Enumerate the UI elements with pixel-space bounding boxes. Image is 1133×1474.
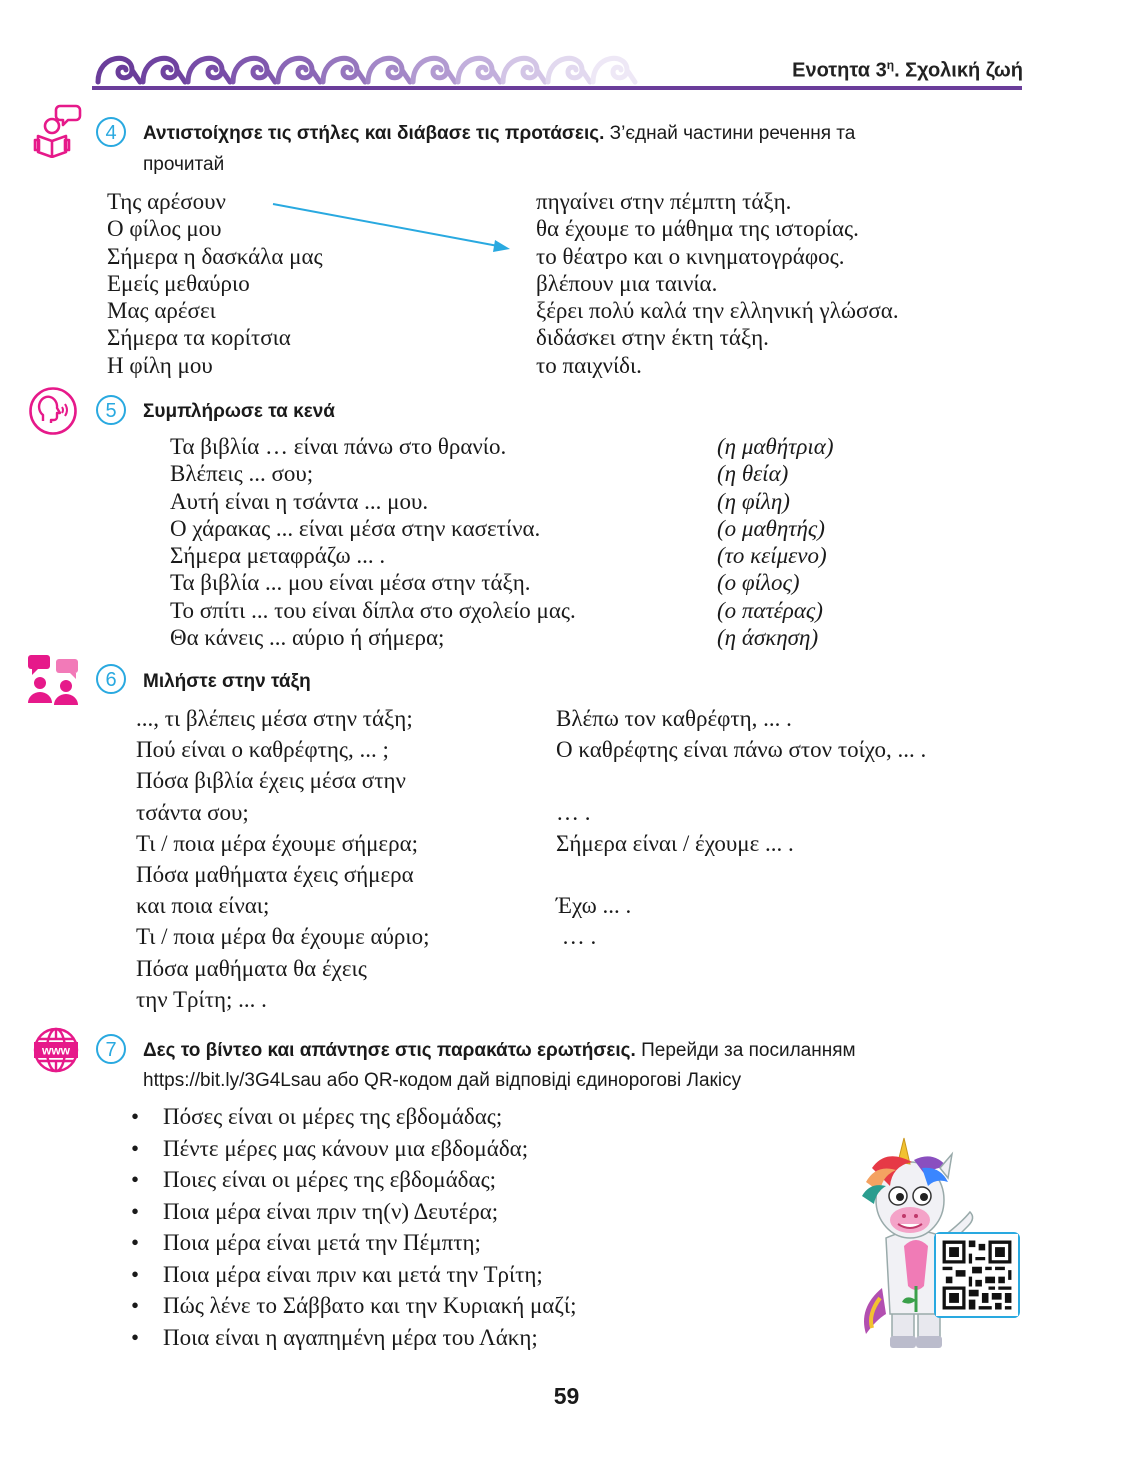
unit-title: Ενοτητα $3^\eta$. Σχολική ζωή [792,58,1023,82]
task5-sentences [170,433,576,651]
right-phrase[interactable]: πηγαίνει στην πέμπτη τάξη. [536,189,792,214]
header-rule [92,86,1022,90]
left-phrase[interactable]: Εμείς μεθαύριο [107,270,250,296]
www-globe-icon [32,1026,80,1074]
task7-title: Δες το βίντεο και απάντησε στις παρακάτω ερωτήσεις. Перейди за посиланням [143,1040,856,1061]
dialogue-question: Πού είναι ο καθρέφτης, ... ; [136,737,389,763]
dialogue-question: την Τρίτη; ... . [136,986,267,1012]
task4-right-column [536,188,899,379]
fill-blank-sentence: Τα βιβλία ... μου είναι μέσα στην τάξη. [170,570,531,596]
task-number-4: 4 [96,117,126,147]
task5-hints [717,433,834,651]
dialogue-question: ..., τι βλέπεις μέσα στην τάξη; [136,706,413,731]
dialogue-question: τσάντα σου; [136,799,249,825]
list-item: • Ποια μέρα είναι πριν και μετά την Τρίτη; [125,1259,576,1291]
hint-word: (η άσκηση) [717,625,819,651]
dialogue-answer: … . [556,799,591,825]
right-phrase[interactable]: βλέπουν μια ταινία. [536,270,718,296]
hint-word: (ο φίλος) [717,570,800,596]
dialogue-answer: … . [556,924,597,950]
task7-link-line[interactable]: https://bit.ly/3G4Lsau або QR-кодом дай відповіді єдинорогові Лакісу [143,1070,742,1091]
conversation-people-icon [26,653,82,707]
dialogue-question: Πόσα μαθήματα θα έχεις [136,955,367,981]
hint-word: (το κείμενο) [717,543,827,569]
task4-title-line2: прочитай [143,154,225,175]
qr-code-image[interactable] [934,1232,1020,1318]
list-item: • Πέντε μέρες μας κάνουν μια εβδομάδα; [125,1133,576,1165]
hint-word: (η μαθήτρια) [717,434,834,459]
left-phrase[interactable]: Ο φίλος μου [107,216,222,242]
dialogue-answer: Βλέπω τον καθρέφτη, ... . [556,706,792,731]
left-phrase[interactable]: Η φίλη μου [107,352,213,378]
page-number: 59 [553,1383,580,1409]
dialogue-answer: Ο καθρέφτης είναι πάνω στον τοίχο, ... . [556,737,927,763]
list-item: • Ποια μέρα είναι πριν τη(ν) Δευτέρα; [125,1196,576,1228]
hint-word: (η θεία) [717,461,789,487]
task6-answers [556,703,926,1015]
right-phrase[interactable]: ξέρει πολύ καλά την ελληνική γλώσσα. [536,298,899,324]
hint-word: (ο μαθητής) [717,515,825,541]
task6-questions [136,703,430,1015]
right-phrase[interactable]: θα έχουμε το μάθημα της ιστορίας. [536,216,859,242]
dialogue-question: και ποια είναι; [136,893,270,919]
task6-title: Μιλήστε στην τάξη [143,671,311,692]
reading-child-icon [32,102,82,158]
fill-blank-sentence: Σήμερα μεταφράζω ... . [170,543,386,569]
dialogue-answer: Σήμερα είναι / έχουμε ... . [556,830,794,856]
task7-question-list [125,1101,576,1353]
dialogue-answer: Έχω ... . [556,893,632,919]
header-wave-ornament [88,44,668,90]
dialogue-question: Πόσα βιβλία έχεις μέσα στην [136,768,406,794]
fill-blank-sentence: Τα βιβλία … είναι πάνω στο θρανίο. [170,434,507,459]
hint-word: (ο πατέρας) [717,597,823,623]
right-phrase[interactable]: το θέατρο και ο κινηματογράφος. [536,243,845,269]
fill-blank-sentence: Θα κάνεις ... αύριο ή σήμερα; [170,625,445,651]
speaking-head-icon [28,386,78,436]
fill-blank-sentence: Αυτή είναι η τσάντα ... μου. [170,488,429,514]
dialogue-answer [556,984,926,1015]
fill-blank-sentence: Το σπίτι ... του είναι δίπλα στο σχολείο μας. [170,597,576,623]
left-phrase[interactable]: Σήμερα τα κορίτσια [107,325,291,351]
list-item: • Ποια μέρα είναι μετά την Πέμπτη; [125,1227,576,1259]
left-phrase[interactable]: Σήμερα η δασκάλα μας [107,243,323,269]
task-number-5: 5 [96,395,126,425]
svg-text:www: www [41,1043,71,1058]
right-phrase[interactable]: το παιχνίδι. [536,352,642,378]
dialogue-answer [556,765,926,796]
dialogue-answer [556,859,926,890]
list-item: • Πόσες είναι οι μέρες της εβδομάδας; [125,1101,576,1133]
task-number-6: 6 [96,664,126,694]
fill-blank-sentence: Ο χάρακας ... είναι μέσα στην κασετίνα. [170,515,541,541]
dialogue-question: Πόσα μαθήματα έχεις σήμερα [136,862,414,888]
left-phrase[interactable]: Μας αρέσει [107,298,216,324]
hint-word: (η φίλη) [717,488,790,514]
dialogue-answer [556,953,926,984]
dialogue-question: Τι / ποια μέρα έχουμε σήμερα; [136,830,419,856]
list-item: • Πώς λένε το Σάββατο και την Κυριακή μαζί; [125,1290,576,1322]
task-number-7: 7 [96,1034,126,1064]
example-match-arrow [270,198,520,258]
fill-blank-sentence: Βλέπεις ... σου; [170,461,314,487]
right-phrase[interactable]: διδάσκει στην έκτη τάξη. [536,325,769,351]
task4-title: Αντιστοίχησε τις στήλες και διάβασε τις προτάσεις. З’єднай частини речення та [143,123,856,144]
dialogue-question: Τι / ποια μέρα θα έχουμε αύριο; [136,924,430,950]
list-item: • Ποια είναι η αγαπημένη μέρα του Λάκη; [125,1322,576,1354]
task5-title: Συμπλήρωσε τα κενά [143,401,335,422]
list-item: • Ποιες είναι οι μέρες της εβδομάδας; [125,1164,576,1196]
left-phrase[interactable]: Της αρέσουν [107,189,226,214]
